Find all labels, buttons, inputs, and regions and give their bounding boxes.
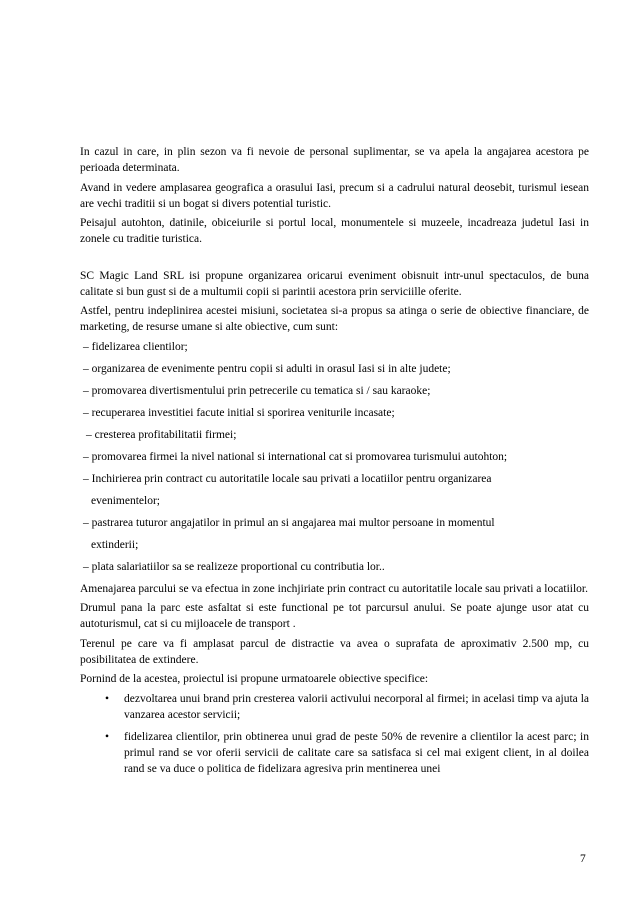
objective-line: – Inchirierea prin contract cu autoritatile locale sau privati a locatiilor pentru organizarea <box>83 472 492 485</box>
objective-item: – promovarea firmei la nivel national si international cat si promovarea turismului autohton; <box>83 450 508 463</box>
objective-item: – fidelizarea clientilor; <box>83 340 188 353</box>
bullet-item <box>80 691 589 723</box>
paragraph-access-road: Drumul pana la parc este asfaltat si este functional pe tot parcursul anului. Se poate ajunge usor atat cu autoturismul, cat si cu mijloacele de transport . <box>80 602 589 630</box>
paragraph-specific-objectives-intro: Pornind de la acestea, proiectul isi propune urmatoarele obiective specifice: <box>80 673 429 685</box>
specific-objectives-list <box>80 691 589 777</box>
objective-continuation: extinderii; <box>91 538 139 551</box>
objective-item: – organizarea de evenimente pentru copii si adulti in orasul Iasi si in alte judete; <box>83 362 451 375</box>
objective-item: – promovarea divertismentului prin petrecerile cu tematica si / sau karaoke; <box>83 384 431 397</box>
paragraph-gap <box>80 251 589 268</box>
page-body <box>80 144 589 783</box>
objective-item: – cresterea profitabilitatii firmei; <box>86 428 237 441</box>
bullet-text: fidelizarea clientilor, prin obtinerea unui grad de peste 50% de revenire a clientilor la acest parc; in primul rand se vor oferii servicii de calitate care sa satisfaca si cel mai exigent client, in al doilea rand se va duce o politica de fidelizara agresiva prin mentinerea unei <box>124 731 589 775</box>
paragraph-seasonal-staff: In cazul in care, in plin sezon va fi nevoie de personal suplimentar, se va apela la angajarea acestora pe perioada determinata. <box>80 146 589 174</box>
paragraph-park-setup: Amenajarea parcului se va efectua in zone inchjiriate prin contract cu autoritatile locale sau privati a locatiilor. <box>80 582 589 595</box>
objective-item: – recuperarea investitiei facute initial si sporirea veniturile incasate; <box>83 406 395 419</box>
bullet-icon: • <box>105 693 110 705</box>
paragraph-company-mission: SC Magic Land SRL isi propune organizarea oricarui eveniment obisnuit intr-unul spectaculos, de buna calitate si bun gust si de a multumii copii si parintii acestora prin serviciille oferite. <box>80 269 589 298</box>
bullet-item <box>80 729 589 777</box>
objective-continuation: evenimentelor; <box>91 494 160 507</box>
objective-item <box>80 471 589 509</box>
paragraph-landscape: Peisajul autohton, datinile, obiceiurile si portul local, monumentele si muzeele, incadreaza judetul Iasi in zonele cu traditie turistica. <box>80 217 589 245</box>
page-number: 7 <box>580 853 586 865</box>
bullet-text: dezvoltarea unui brand prin cresterea valorii activului necorporal al firmei; in acelasi timp va ajuta la vanzarea acestor servicii; <box>124 693 589 721</box>
paragraph-land-area: Terenul pe care va fi amplasat parcul de distractie va avea o suprafata de aproximativ 2.500 mp, cu posibilitatea de extindere. <box>80 637 589 666</box>
objective-line: – pastrarea tuturor angajatilor in primul an si angajarea mai multor persoane in momentul <box>83 516 495 529</box>
paragraph-objectives-intro: Astfel, pentru indeplinirea acestei misiuni, societatea si-a propus sa atinga o serie de obiective financiare, de marketing, de resurse umane si alte obiective, cum sunt: <box>80 305 589 333</box>
bullet-icon: • <box>105 731 110 743</box>
paragraph-location: Avand in vedere amplasarea geografica a orasului Iasi, precum si a cadrului natural deosebit, turismul iesean are vechi traditii si un bogat si divers potential turistic. <box>80 181 589 210</box>
objective-item <box>80 515 589 553</box>
objective-item: – plata salariatiilor sa se realizeze proportional cu contributia lor.. <box>83 560 385 573</box>
